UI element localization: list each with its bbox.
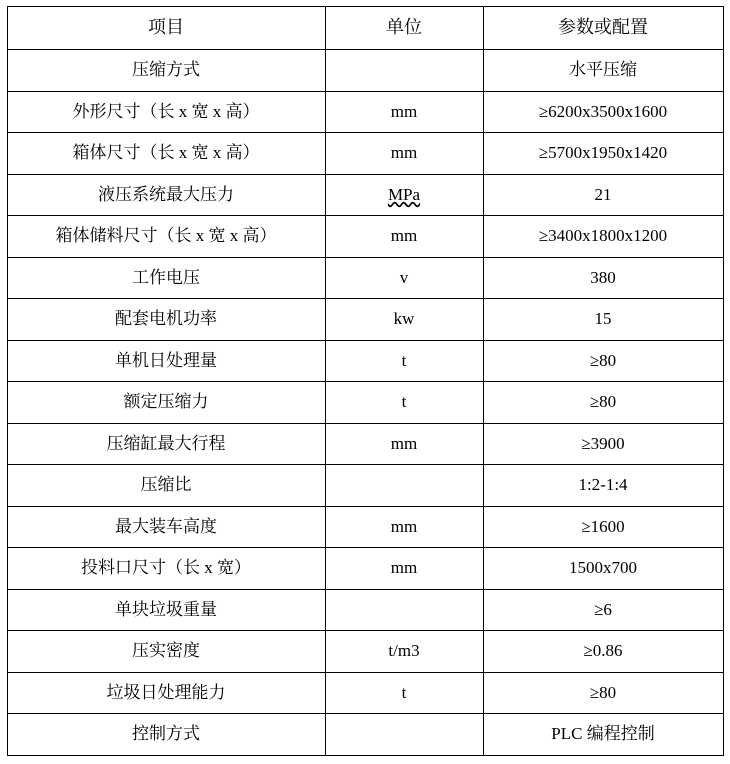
cell-unit: v: [325, 257, 483, 299]
cell-value: 21: [483, 174, 723, 216]
column-header-unit: 单位: [325, 7, 483, 50]
cell-unit: [325, 589, 483, 631]
cell-item: 外形尺寸（长 x 宽 x 高）: [7, 91, 325, 133]
cell-unit-text: MPa: [387, 184, 421, 204]
table-row: [7, 257, 723, 299]
cell-value: ≥3400x1800x1200: [483, 216, 723, 258]
cell-value: ≥6200x3500x1600: [483, 91, 723, 133]
cell-unit: kw: [325, 299, 483, 341]
cell-unit: mm: [325, 133, 483, 175]
cell-item: 额定压缩力: [7, 382, 325, 424]
table-row: [7, 382, 723, 424]
cell-unit: mm: [325, 506, 483, 548]
table-row: [7, 672, 723, 714]
cell-item: 箱体尺寸（长 x 宽 x 高）: [7, 133, 325, 175]
cell-unit: [325, 174, 483, 216]
cell-value: 15: [483, 299, 723, 341]
cell-value: ≥5700x1950x1420: [483, 133, 723, 175]
cell-value: PLC 编程控制: [483, 714, 723, 756]
cell-unit: [325, 465, 483, 507]
table-row: [7, 340, 723, 382]
cell-item: 单块垃圾重量: [7, 589, 325, 631]
cell-unit: mm: [325, 91, 483, 133]
cell-value: ≥80: [483, 382, 723, 424]
cell-value: ≥1600: [483, 506, 723, 548]
cell-item: 压缩比: [7, 465, 325, 507]
cell-item: 控制方式: [7, 714, 325, 756]
column-header-value: 参数或配置: [483, 7, 723, 50]
cell-unit: [325, 50, 483, 92]
cell-unit: [325, 714, 483, 756]
cell-item: 压实密度: [7, 631, 325, 673]
column-header-item: 项目: [7, 7, 325, 50]
table-row: [7, 548, 723, 590]
cell-unit: mm: [325, 548, 483, 590]
table-row: [7, 465, 723, 507]
cell-value: ≥0.86: [483, 631, 723, 673]
cell-value: 380: [483, 257, 723, 299]
table-row: [7, 91, 723, 133]
cell-unit: t/m3: [325, 631, 483, 673]
table-header: [7, 7, 723, 50]
cell-value: ≥3900: [483, 423, 723, 465]
table-row: [7, 714, 723, 756]
cell-item: 配套电机功率: [7, 299, 325, 341]
cell-unit: t: [325, 672, 483, 714]
cell-item: 工作电压: [7, 257, 325, 299]
table-header-row: [7, 7, 723, 50]
cell-item: 箱体储料尺寸（长 x 宽 x 高）: [7, 216, 325, 258]
table-row: [7, 216, 723, 258]
table-row: [7, 133, 723, 175]
table-row: [7, 50, 723, 92]
table-body: [7, 50, 723, 756]
cell-unit: t: [325, 382, 483, 424]
table-row: [7, 423, 723, 465]
cell-value: ≥6: [483, 589, 723, 631]
table-row: [7, 506, 723, 548]
cell-item: 垃圾日处理能力: [7, 672, 325, 714]
table-row: [7, 299, 723, 341]
table-row: [7, 174, 723, 216]
cell-item: 液压系统最大压力: [7, 174, 325, 216]
cell-unit: t: [325, 340, 483, 382]
cell-item: 压缩方式: [7, 50, 325, 92]
cell-item: 投料口尺寸（长 x 宽）: [7, 548, 325, 590]
cell-value: 1500x700: [483, 548, 723, 590]
cell-value: 1:2-1:4: [483, 465, 723, 507]
cell-item: 压缩缸最大行程: [7, 423, 325, 465]
cell-value: 水平压缩: [483, 50, 723, 92]
table-row: [7, 631, 723, 673]
specification-table: [7, 6, 724, 756]
cell-item: 单机日处理量: [7, 340, 325, 382]
cell-unit: mm: [325, 423, 483, 465]
cell-unit: mm: [325, 216, 483, 258]
cell-value: ≥80: [483, 672, 723, 714]
cell-value: ≥80: [483, 340, 723, 382]
table-row: [7, 589, 723, 631]
cell-item: 最大装车高度: [7, 506, 325, 548]
